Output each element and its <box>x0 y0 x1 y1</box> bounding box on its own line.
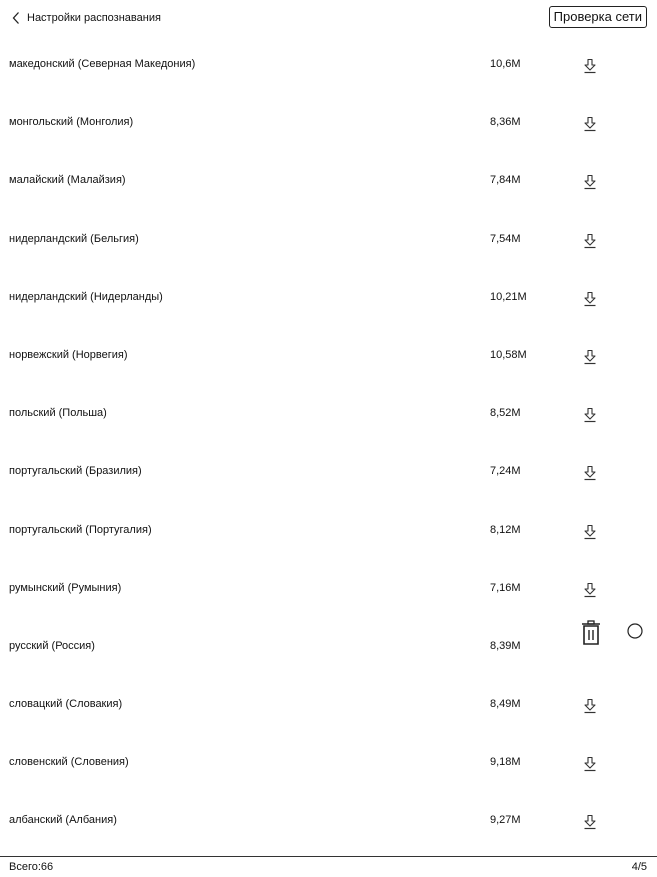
download-icon[interactable] <box>583 174 597 190</box>
language-name: словенский (Словения) <box>9 756 129 769</box>
language-name: румынский (Румыния) <box>9 581 122 594</box>
language-name: монгольский (Монголия) <box>9 116 134 129</box>
language-name: нидерландский (Бельгия) <box>9 232 139 245</box>
download-icon[interactable] <box>583 756 597 772</box>
list-item[interactable] <box>0 96 657 154</box>
language-size: 7,24M <box>490 465 521 478</box>
download-icon[interactable] <box>583 582 597 598</box>
download-icon[interactable] <box>583 407 597 423</box>
language-size: 8,12M <box>490 523 521 536</box>
download-icon[interactable] <box>583 524 597 540</box>
download-icon[interactable] <box>583 291 597 307</box>
download-icon[interactable] <box>583 349 597 365</box>
language-name: русский (Россия) <box>9 639 95 652</box>
page-title: Настройки распознавания <box>27 12 161 24</box>
download-icon[interactable] <box>583 116 597 132</box>
language-size: 9,18M <box>490 756 521 769</box>
network-check-button[interactable]: Проверка сети <box>549 6 647 28</box>
download-icon[interactable] <box>583 814 597 830</box>
language-name: нидерландский (Нидерланды) <box>9 290 163 303</box>
download-icon[interactable] <box>583 233 597 249</box>
language-name: малайский (Малайзия) <box>9 174 126 187</box>
list-item[interactable] <box>0 38 657 96</box>
download-icon[interactable] <box>583 58 597 74</box>
list-item[interactable] <box>0 213 657 271</box>
language-size: 10,21M <box>490 290 527 303</box>
chevron-left-icon <box>12 11 20 25</box>
total-count: Всего:66 <box>9 861 54 873</box>
language-size: 8,36M <box>490 116 521 129</box>
language-size: 10,58M <box>490 348 527 361</box>
language-name: македонский (Северная Македония) <box>9 58 196 70</box>
language-size: 8,39M <box>490 639 521 652</box>
language-name: норвежский (Норвегия) <box>9 348 128 361</box>
language-size: 7,84M <box>490 174 521 187</box>
language-name: португальский (Португалия) <box>9 523 152 536</box>
language-name: португальский (Бразилия) <box>9 465 142 478</box>
language-size: 8,49M <box>490 698 521 711</box>
language-list <box>0 38 657 853</box>
list-item[interactable] <box>0 329 657 387</box>
trash-icon[interactable] <box>581 620 601 646</box>
list-item[interactable] <box>0 736 657 794</box>
download-icon[interactable] <box>583 465 597 481</box>
radio-circle-icon[interactable] <box>627 623 643 639</box>
list-item[interactable] <box>0 794 657 852</box>
list-item[interactable] <box>0 678 657 736</box>
list-item[interactable] <box>0 562 657 620</box>
list-item[interactable] <box>0 620 657 678</box>
download-icon[interactable] <box>583 698 597 714</box>
language-size: 10,6M <box>490 58 521 70</box>
list-item[interactable] <box>0 154 657 212</box>
footer-divider <box>0 856 657 857</box>
language-size: 8,52M <box>490 407 521 420</box>
list-item[interactable] <box>0 445 657 503</box>
language-name: албанский (Албания) <box>9 814 117 827</box>
language-name: польский (Польша) <box>9 407 107 420</box>
header-bar <box>0 0 657 38</box>
back-button[interactable] <box>12 9 161 27</box>
list-item[interactable] <box>0 271 657 329</box>
language-size: 7,16M <box>490 581 521 594</box>
language-size: 9,27M <box>490 814 521 827</box>
language-name: словацкий (Словакия) <box>9 698 123 711</box>
list-item[interactable] <box>0 387 657 445</box>
language-size: 7,54M <box>490 232 521 245</box>
list-item[interactable] <box>0 504 657 562</box>
page-indicator: 4/5 <box>631 861 647 873</box>
